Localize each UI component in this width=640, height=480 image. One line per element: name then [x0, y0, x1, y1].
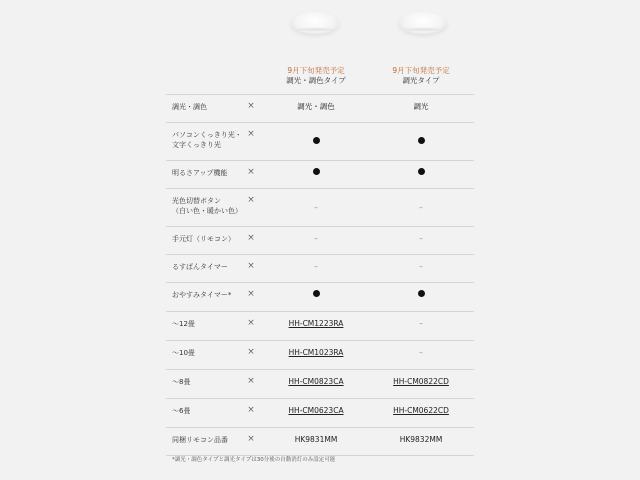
value-cell	[368, 348, 474, 358]
value-cell	[263, 435, 369, 445]
value-text: HK9831MM	[294, 435, 338, 444]
model-link[interactable]: HH-CM0823CA	[288, 377, 344, 386]
value-cell	[263, 203, 369, 213]
available-dot-icon	[263, 290, 369, 300]
value-cell	[368, 262, 474, 272]
feature-label: 手元灯（リモコン）	[172, 235, 235, 243]
product-type: 調光タイプ	[402, 76, 440, 85]
model-cell[interactable]	[368, 377, 474, 387]
value-cell	[368, 234, 474, 244]
table-row	[166, 312, 474, 341]
value-text: –	[419, 348, 423, 357]
model-cell[interactable]	[263, 319, 369, 329]
cross-icon[interactable]: ×	[247, 129, 255, 139]
value-text: 調光	[413, 102, 429, 111]
release-label: 9月下旬発売予定	[392, 66, 450, 75]
cross-icon[interactable]: ×	[247, 376, 255, 386]
feature-label: るすばんタイマー	[172, 263, 228, 271]
feature-label: ～6畳	[172, 407, 191, 415]
available-dot-icon	[368, 168, 474, 178]
value-text: HK9832MM	[399, 435, 443, 444]
model-link[interactable]: HH-CM0623CA	[288, 406, 344, 415]
cross-icon[interactable]: ×	[247, 405, 255, 415]
filled-dot-icon	[313, 168, 320, 175]
filled-dot-icon	[313, 137, 320, 144]
value-text: –	[419, 319, 423, 328]
feature-label: 光色切替ボタン （白い色・暖かい色）	[172, 197, 242, 215]
value-cell	[263, 234, 369, 244]
feature-label: ～10畳	[172, 349, 195, 357]
cross-icon[interactable]: ×	[247, 289, 255, 299]
model-link[interactable]: HH-CM1023RA	[288, 348, 344, 357]
model-cell[interactable]	[263, 348, 369, 358]
cross-icon[interactable]: ×	[247, 434, 255, 444]
feature-label: おやすみタイマー*	[172, 291, 232, 299]
value-cell	[368, 102, 474, 112]
value-text: –	[314, 203, 318, 212]
ceiling-light-image-2	[399, 12, 447, 34]
cross-icon[interactable]: ×	[247, 347, 255, 357]
table-row	[166, 255, 474, 283]
table-row	[166, 399, 474, 428]
footnote: *調光・調色タイプと調光タイプは30分後の自動消灯のみ設定可能	[172, 457, 336, 463]
feature-label: ～12畳	[172, 320, 195, 328]
feature-label: 同梱リモコン品番	[172, 436, 228, 444]
table-row	[166, 428, 474, 456]
product-header-1	[263, 66, 369, 86]
available-dot-icon	[263, 137, 369, 147]
filled-dot-icon	[418, 137, 425, 144]
cross-icon[interactable]: ×	[247, 195, 255, 205]
table-row	[166, 283, 474, 312]
feature-label: 調光・調色	[172, 103, 207, 111]
value-cell	[263, 262, 369, 272]
value-cell	[263, 102, 369, 112]
filled-dot-icon	[418, 290, 425, 297]
table-row	[166, 95, 474, 123]
table-row	[166, 227, 474, 255]
model-link[interactable]: HH-CM0822CD	[393, 377, 449, 386]
filled-dot-icon	[313, 290, 320, 297]
available-dot-icon	[368, 137, 474, 147]
model-cell[interactable]	[263, 377, 369, 387]
feature-label: ～8畳	[172, 378, 191, 386]
model-cell[interactable]	[263, 406, 369, 416]
ceiling-light-image-1	[291, 12, 339, 34]
product-type: 調光・調色タイプ	[286, 76, 346, 85]
available-dot-icon	[263, 168, 369, 178]
value-text: –	[314, 262, 318, 271]
table-row	[166, 189, 474, 227]
cross-icon[interactable]: ×	[247, 318, 255, 328]
model-link[interactable]: HH-CM1223RA	[288, 319, 344, 328]
value-text: –	[419, 262, 423, 271]
table-row	[166, 341, 474, 370]
value-text: 調光・調色	[297, 102, 335, 111]
cross-icon[interactable]: ×	[247, 261, 255, 271]
filled-dot-icon	[418, 168, 425, 175]
value-text: –	[419, 203, 423, 212]
cross-icon[interactable]: ×	[247, 167, 255, 177]
model-cell[interactable]	[368, 406, 474, 416]
value-cell	[368, 435, 474, 445]
table-row	[166, 123, 474, 161]
cross-icon[interactable]: ×	[247, 101, 255, 111]
feature-label: 明るさアップ機能	[172, 169, 228, 177]
cross-icon[interactable]: ×	[247, 233, 255, 243]
value-text: –	[314, 234, 318, 243]
release-label: 9月下旬発売予定	[287, 66, 345, 75]
comparison-table	[166, 94, 474, 456]
model-link[interactable]: HH-CM0622CD	[393, 406, 449, 415]
feature-label: パソコンくっきり光・ 文字くっきり光	[172, 131, 242, 149]
available-dot-icon	[368, 290, 474, 300]
table-row	[166, 370, 474, 399]
value-cell	[368, 319, 474, 329]
product-header-2	[368, 66, 474, 86]
table-row	[166, 161, 474, 189]
value-cell	[368, 203, 474, 213]
value-text: –	[419, 234, 423, 243]
